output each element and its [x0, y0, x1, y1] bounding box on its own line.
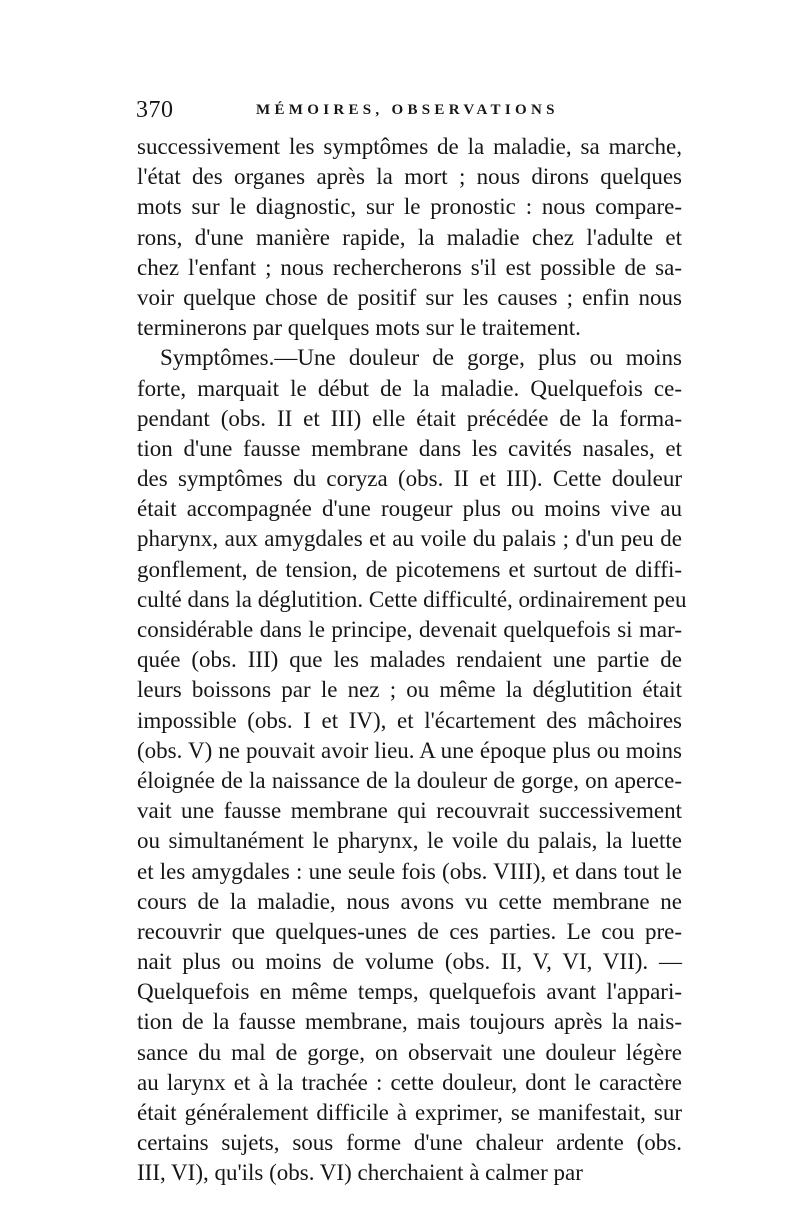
text-line: voir quelque chose de positif sur les causes ; enfin nous [137, 284, 682, 310]
text-line: tion d'une fausse membrane dans les cavités nasales, et [137, 435, 682, 461]
text-line: tion de la fausse membrane, mais toujours après la nais- [137, 1009, 682, 1035]
text-line: III, VI), qu'ils (obs. VI) cherchaient à calmer par [137, 1160, 583, 1186]
text-line: Quelquefois en même temps, quelquefois avant l'appari- [137, 979, 682, 1005]
text-line: était généralement difficile à exprimer, se manifestait, sur [137, 1100, 682, 1125]
text-line: Symptômes.—Une douleur de gorge, plus ou moins [160, 345, 682, 371]
text-line: leurs boissons par le nez ; ou même la déglutition était [137, 677, 682, 703]
text-line: cours de la maladie, nous avons vu cette membrane ne [137, 888, 682, 914]
body-text [112, 132, 687, 1189]
running-head [136, 95, 676, 125]
text-line: considérable dans le principe, devenait quelquefois si mar- [137, 617, 682, 642]
text-line: était accompagnée d'une rougeur plus ou moins vive au [137, 496, 682, 522]
text-line: des symptômes du coryza (obs. II et III). Cette douleur [137, 466, 682, 492]
text-line: (obs. V) ne pouvait avoir lieu. A une époque plus ou moins [137, 737, 682, 763]
text-line: forte, marquait le début de la maladie. Quelquefois ce- [137, 375, 682, 401]
text-line: impossible (obs. I et IV), et l'écartement des mâchoires [137, 707, 682, 733]
text-line: quée (obs. III) que les malades rendaient une partie de [137, 647, 682, 673]
text-line: chez l'enfant ; nous rechercherons s'il est possible de sa- [137, 254, 682, 280]
text-line: rons, d'une manière rapide, la maladie chez l'adulte et [137, 224, 682, 250]
text-line: recouvrir que quelques-unes de ces parties. Le cou pre- [137, 918, 682, 944]
text-line: et les amygdales : une seule fois (obs. VIII), et dans tout le [137, 858, 682, 884]
text-line: terminerons par quelques mots sur le traitement. [137, 315, 581, 341]
text-line: ou simultanément le pharynx, le voile du palais, la luette [137, 828, 682, 854]
text-line: au larynx et à la trachée : cette douleur, dont le caractère [137, 1069, 682, 1095]
text-line: sance du mal de gorge, on observait une douleur légère [137, 1039, 682, 1065]
text-line: culté dans la déglutition. Cette difficulté, ordinairement peu [137, 586, 687, 612]
text-line: vait une fausse membrane qui recouvrait successivement [137, 798, 682, 824]
text-line: mots sur le diagnostic, sur le pronostic : nous compare- [137, 194, 682, 220]
page-number: 370 [136, 97, 174, 123]
text-line: éloignée de la naissance de la douleur de gorge, on aperce- [137, 767, 682, 793]
text-line: successivement les symptômes de la maladie, sa marche, [137, 134, 682, 159]
text-line: certains sujets, sous forme d'une chaleur ardente (obs. [137, 1130, 682, 1156]
text-line: pharynx, aux amygdales et au voile du palais ; d'un peu de [137, 526, 682, 552]
text-line: pendant (obs. II et III) elle était précédée de la forma- [137, 405, 682, 431]
text-line: nait plus ou moins de volume (obs. II, V, VI, VII). — [137, 949, 682, 975]
text-line: l'état des organes après la mort ; nous dirons quelques [137, 164, 682, 190]
text-line: gonflement, de tension, de picotemens et surtout de diffi- [137, 556, 682, 582]
running-title: MÉMOIRES, OBSERVATIONS [256, 102, 559, 118]
